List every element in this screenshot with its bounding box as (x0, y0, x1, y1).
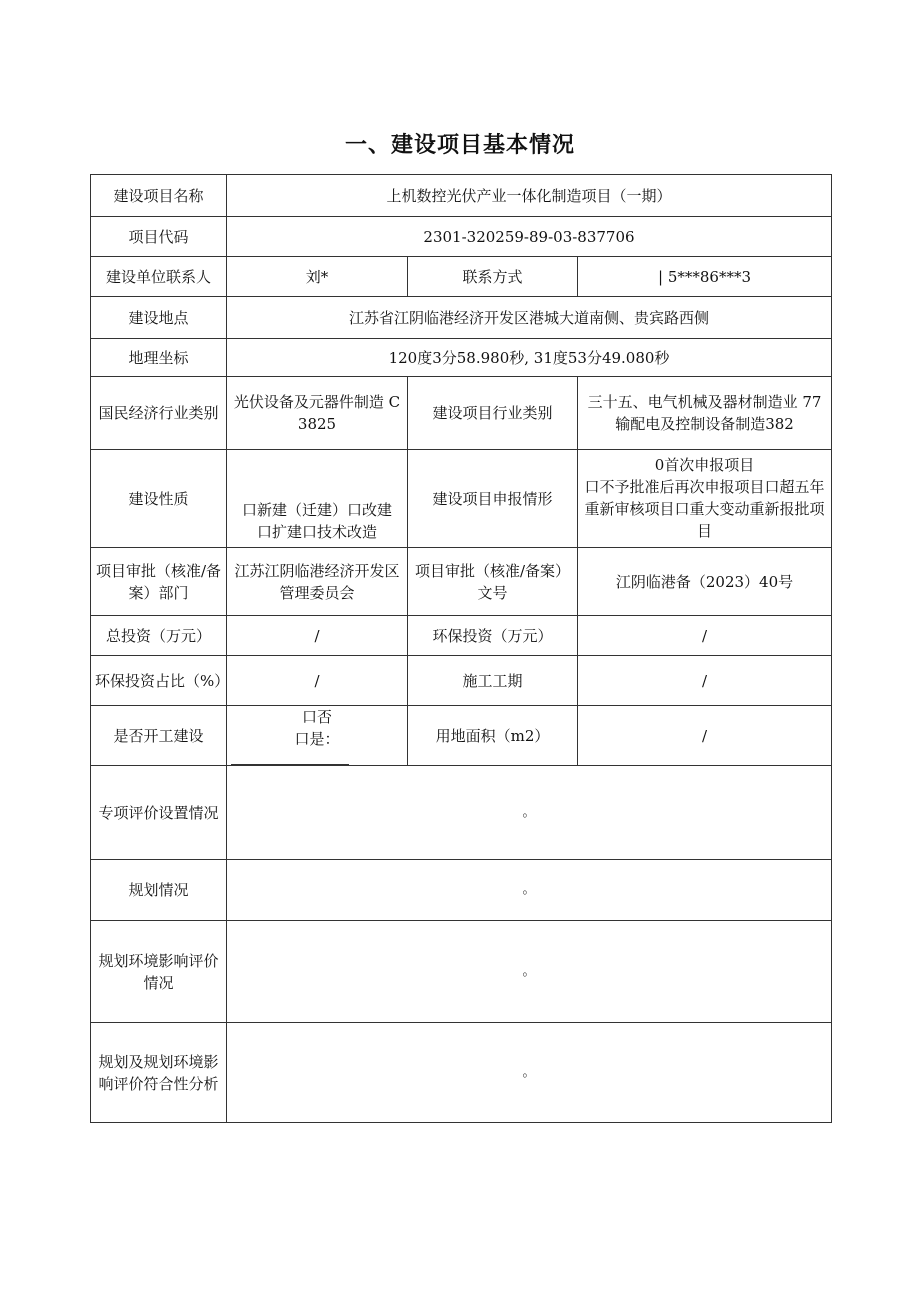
contact-method-label: 联系方式 (408, 257, 578, 297)
page-title: 一、建设项目基本情况 (344, 133, 575, 158)
project-code-label: 项目代码 (91, 217, 227, 257)
row-nature (91, 450, 832, 548)
period-value: / (578, 656, 832, 706)
special-eval-value: 。 (227, 766, 832, 860)
row-industry (91, 377, 832, 450)
env-ratio-value: / (227, 656, 408, 706)
planning-value: 。 (227, 860, 832, 921)
contact-phone-value: | 5***86***3 (578, 257, 832, 297)
started-option-no: 口否 (301, 708, 332, 726)
basic-info-table (90, 174, 832, 1123)
compliance-label: 规划及规划环境影响评价符合性分析 (91, 1023, 227, 1123)
row-approval (91, 548, 832, 616)
row-started (91, 706, 832, 766)
project-industry-value: 三十五、电气机械及器材制造业 77输配电及控制设备制造382 (578, 377, 832, 450)
started-option-yes: 口是： (294, 730, 340, 748)
started-date-blank (231, 750, 349, 765)
started-label: 是否开工建设 (91, 706, 227, 766)
env-invest-value: / (578, 616, 832, 656)
location-label: 建设地点 (91, 297, 227, 339)
compliance-value: 。 (227, 1023, 832, 1123)
declare-options (578, 450, 832, 548)
row-investment (91, 616, 832, 656)
started-option-yes-line (231, 728, 403, 765)
investment-label: 总投资（万元） (91, 616, 227, 656)
investment-value: / (227, 616, 408, 656)
coords-label: 地理坐标 (91, 339, 227, 377)
declare-label: 建设项目申报情形 (408, 450, 578, 548)
env-ratio-label: 环保投资占比（%） (91, 656, 227, 706)
declare-option-line1: 0首次申报项目 (654, 456, 755, 474)
contact-name-value: 刘* (227, 257, 408, 297)
approval-dept-label: 项目审批（核准/备案）部门 (91, 548, 227, 616)
nature-option-line1: 口新建（迁建）口改建 (241, 501, 392, 519)
planning-env-value: 。 (227, 921, 832, 1023)
approval-doc-label: 项目审批（核准/备案）文号 (408, 548, 578, 616)
planning-env-label: 规划环境影响评价情况 (91, 921, 227, 1023)
row-special-eval (91, 766, 832, 860)
project-industry-label: 建设项目行业类别 (408, 377, 578, 450)
planning-label: 规划情况 (91, 860, 227, 921)
row-compliance (91, 1023, 832, 1123)
project-name-value: 上机数控光伏产业一体化制造项目（一期） (227, 175, 832, 217)
row-project-name (91, 175, 832, 217)
project-code-value: 2301-320259-89-03-837706 (227, 217, 832, 257)
nature-options (227, 450, 408, 548)
row-project-code (91, 217, 832, 257)
period-label: 施工工期 (408, 656, 578, 706)
started-options (227, 706, 408, 766)
industry-label: 国民经济行业类别 (91, 377, 227, 450)
declare-option-line2: 口不予批准后再次申报项目口超五年重新审核项目口重大变动重新报批项目 (584, 478, 825, 540)
row-coords (91, 339, 832, 377)
approval-dept-value: 江苏江阴临港经济开发区管理委员会 (227, 548, 408, 616)
project-name-label: 建设项目名称 (91, 175, 227, 217)
area-value: / (578, 706, 832, 766)
row-contact (91, 257, 832, 297)
nature-option-line2: 口扩建口技术改造 (256, 523, 377, 541)
env-invest-label: 环保投资（万元） (408, 616, 578, 656)
contact-label: 建设单位联系人 (91, 257, 227, 297)
industry-value: 光伏设备及元器件制造 C3825 (227, 377, 408, 450)
row-location (91, 297, 832, 339)
location-value: 江苏省江阴临港经济开发区港城大道南侧、贵宾路西侧 (227, 297, 832, 339)
approval-doc-value: 江阴临港备（2023）40号 (578, 548, 832, 616)
row-env-ratio (91, 656, 832, 706)
nature-label: 建设性质 (91, 450, 227, 548)
row-planning-env (91, 921, 832, 1023)
special-eval-label: 专项评价设置情况 (91, 766, 227, 860)
row-planning (91, 860, 832, 921)
coords-value: 120度3分58.980秒, 31度53分49.080秒 (227, 339, 832, 377)
area-label: 用地面积（m2） (408, 706, 578, 766)
